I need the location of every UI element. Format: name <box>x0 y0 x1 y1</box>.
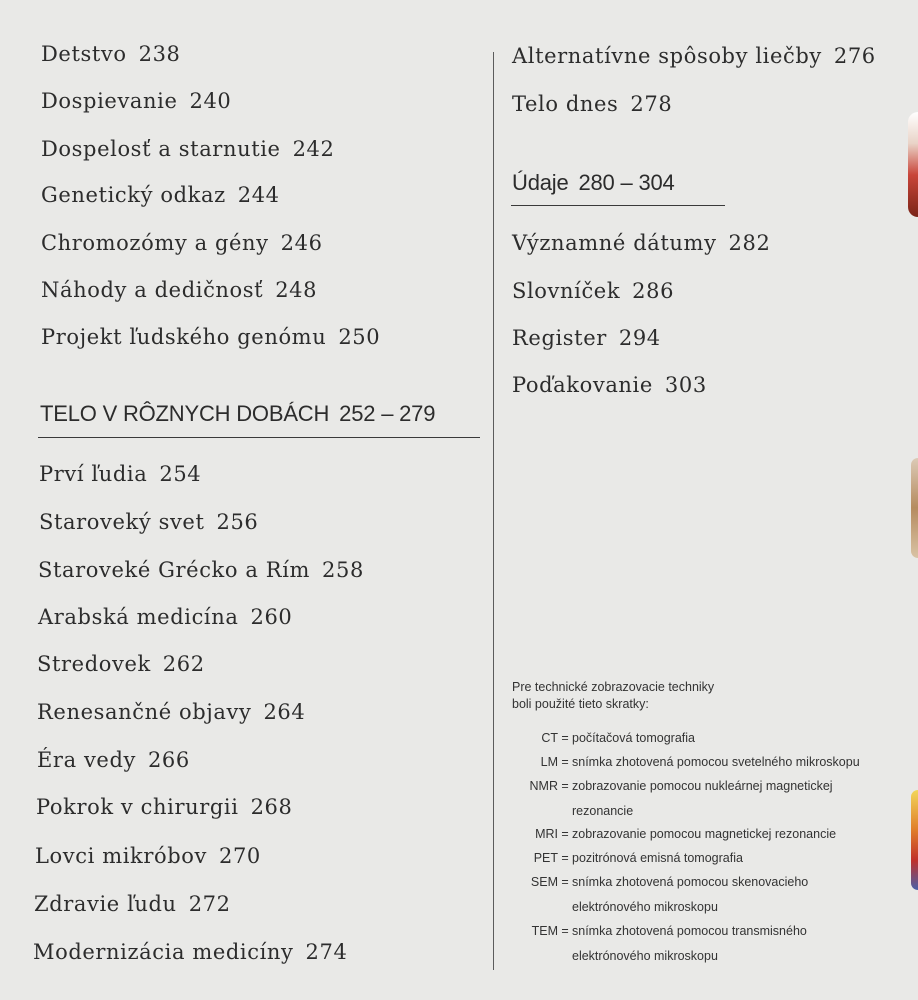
equals-sign: = <box>561 755 569 769</box>
entry-page: 262 <box>162 652 205 676</box>
decorative-image-edge <box>908 112 918 217</box>
definition-line: rezonancie <box>572 803 634 818</box>
entry-page: 270 <box>219 844 261 868</box>
section-underline <box>511 205 725 206</box>
toc-entry <box>37 748 190 772</box>
entry-page: 276 <box>833 44 876 68</box>
definition-line: snímka zhotovená pomocou svetelného mikroskopu <box>572 755 860 769</box>
entry-title: Lovci mikróbov <box>35 844 207 868</box>
equals-sign: = <box>561 924 569 938</box>
toc-entry <box>38 558 364 582</box>
entry-page: 246 <box>280 231 323 255</box>
entry-page: 278 <box>630 92 673 116</box>
entry-page: 274 <box>305 940 348 964</box>
entry-title: Éra vedy <box>37 748 136 772</box>
entry-page: 258 <box>322 558 364 582</box>
entry-title: Detstvo <box>41 42 127 66</box>
toc-entry <box>512 92 672 116</box>
definition-line: počítačová tomografia <box>572 731 695 745</box>
decorative-image-edge <box>911 790 918 890</box>
abbreviation-code: CT <box>541 731 558 745</box>
toc-entry <box>512 373 707 397</box>
entry-page: 256 <box>216 510 259 534</box>
abbreviation-definition <box>572 750 900 775</box>
entry-page: 244 <box>237 183 280 207</box>
entry-title: Poďakovanie <box>512 373 653 397</box>
toc-entry <box>41 183 280 207</box>
entry-page: 254 <box>159 462 202 486</box>
toc-entry <box>41 89 231 113</box>
definition-line: zobrazovanie pomocou magnetickej rezonancie <box>572 827 837 841</box>
toc-entry <box>33 940 347 964</box>
toc-entry <box>41 231 323 255</box>
toc-entry <box>37 700 305 724</box>
abbreviation-code: SEM <box>530 875 558 889</box>
abbreviation-row <box>500 846 900 871</box>
abbreviation-definition <box>572 846 900 871</box>
toc-entry <box>37 652 205 676</box>
definition-line: pozitrónová emisná tomografia <box>572 851 743 865</box>
equals-sign: = <box>561 875 569 889</box>
entry-page: 286 <box>632 279 675 303</box>
intro-line: Pre technické zobrazovacie techniky <box>512 680 715 694</box>
entry-title: Dospelosť a starnutie <box>41 137 281 161</box>
entry-title: Register <box>512 326 607 350</box>
entry-title: Projekt ľudského genómu <box>41 325 327 349</box>
section-range: 252 – 279 <box>339 401 436 426</box>
entry-title: Renesančné objavy <box>37 700 252 724</box>
section-underline <box>38 437 480 438</box>
abbreviation-row <box>500 919 900 968</box>
entry-title: Pokrok v chirurgii <box>36 795 239 819</box>
abbreviation-row <box>500 726 900 751</box>
toc-entry <box>512 44 876 68</box>
entry-title: Staroveké Grécko a Rím <box>38 558 311 582</box>
entry-page: 260 <box>250 605 293 629</box>
toc-entry <box>35 844 261 868</box>
toc-entry <box>38 605 292 629</box>
abbreviation-code: MRI <box>535 827 558 841</box>
entry-title: Genetický odkaz <box>41 183 226 207</box>
entry-title: Stredovek <box>37 652 151 676</box>
abbreviation-code: TEM <box>531 924 558 938</box>
definition-line: snímka zhotovená pomocou skenovacieho <box>572 875 809 889</box>
entry-title: Staroveký svet <box>39 510 205 534</box>
entry-page: 266 <box>147 748 190 772</box>
definition-line: elektrónového mikroskopu <box>572 948 718 963</box>
equals-sign: = <box>561 731 569 745</box>
entry-title: Dospievanie <box>41 89 178 113</box>
abbreviation-code: PET <box>533 851 558 865</box>
intro-line: boli použité tieto skratky: <box>512 697 649 711</box>
definition-line: snímka zhotovená pomocou transmisného <box>572 924 807 938</box>
toc-entry <box>36 795 292 819</box>
abbreviation-row <box>500 870 900 919</box>
abbreviation-definition <box>572 822 900 847</box>
entry-page: 294 <box>618 326 661 350</box>
abbreviation-code: NMR <box>529 779 558 793</box>
entry-page: 242 <box>292 137 335 161</box>
abbreviation-definition <box>572 726 900 751</box>
abbreviation-definition <box>572 774 900 823</box>
toc-entry <box>39 510 258 534</box>
abbreviation-row <box>500 774 900 823</box>
section-range: 280 – 304 <box>578 170 675 195</box>
column-divider <box>493 52 494 970</box>
entry-page: 264 <box>263 700 306 724</box>
entry-page: 268 <box>250 795 293 819</box>
equals-sign: = <box>561 779 569 793</box>
abbreviations-intro <box>512 679 812 713</box>
section-heading-body-in-time <box>40 401 435 427</box>
entry-page: 248 <box>275 278 318 302</box>
section-heading-data <box>512 170 675 196</box>
abbreviation-definition <box>572 919 900 968</box>
abbreviation-row <box>500 822 900 847</box>
toc-entry <box>41 278 317 302</box>
equals-sign: = <box>561 851 569 865</box>
toc-entry <box>512 231 770 255</box>
toc-entry <box>41 42 181 66</box>
definition-line: zobrazovanie pomocou nukleárnej magnetickej <box>572 779 833 793</box>
toc-entry <box>512 326 661 350</box>
entry-title: Náhody a dedičnosť <box>41 278 264 302</box>
entry-title: Modernizácia medicíny <box>33 940 294 964</box>
entry-page: 240 <box>189 89 232 113</box>
section-title: TELO V RÔZNYCH DOBÁCH <box>40 401 330 426</box>
entry-title: Slovníček <box>512 279 621 303</box>
toc-entry <box>39 462 201 486</box>
decorative-image-edge <box>911 458 918 558</box>
abbreviation-code: LM <box>540 755 558 769</box>
entry-title: Zdravie ľudu <box>34 892 177 916</box>
entry-page: 238 <box>138 42 181 66</box>
entry-page: 250 <box>338 325 381 349</box>
entry-title: Telo dnes <box>512 92 619 116</box>
section-title: Údaje <box>512 170 569 195</box>
equals-sign: = <box>561 827 569 841</box>
abbreviation-row <box>500 750 900 775</box>
toc-entry <box>512 279 674 303</box>
entry-title: Významné dátumy <box>512 231 717 255</box>
toc-entry <box>41 137 334 161</box>
entry-title: Prví ľudia <box>39 462 148 486</box>
entry-title: Arabská medicína <box>38 605 239 629</box>
entry-page: 303 <box>664 373 707 397</box>
entry-title: Chromozómy a gény <box>41 231 269 255</box>
entry-title: Alternatívne spôsoby liečby <box>512 44 822 68</box>
toc-entry <box>41 325 380 349</box>
abbreviation-definition <box>572 870 900 919</box>
entry-page: 282 <box>728 231 771 255</box>
toc-entry <box>34 892 231 916</box>
entry-page: 272 <box>188 892 231 916</box>
definition-line: elektrónového mikroskopu <box>572 899 718 914</box>
